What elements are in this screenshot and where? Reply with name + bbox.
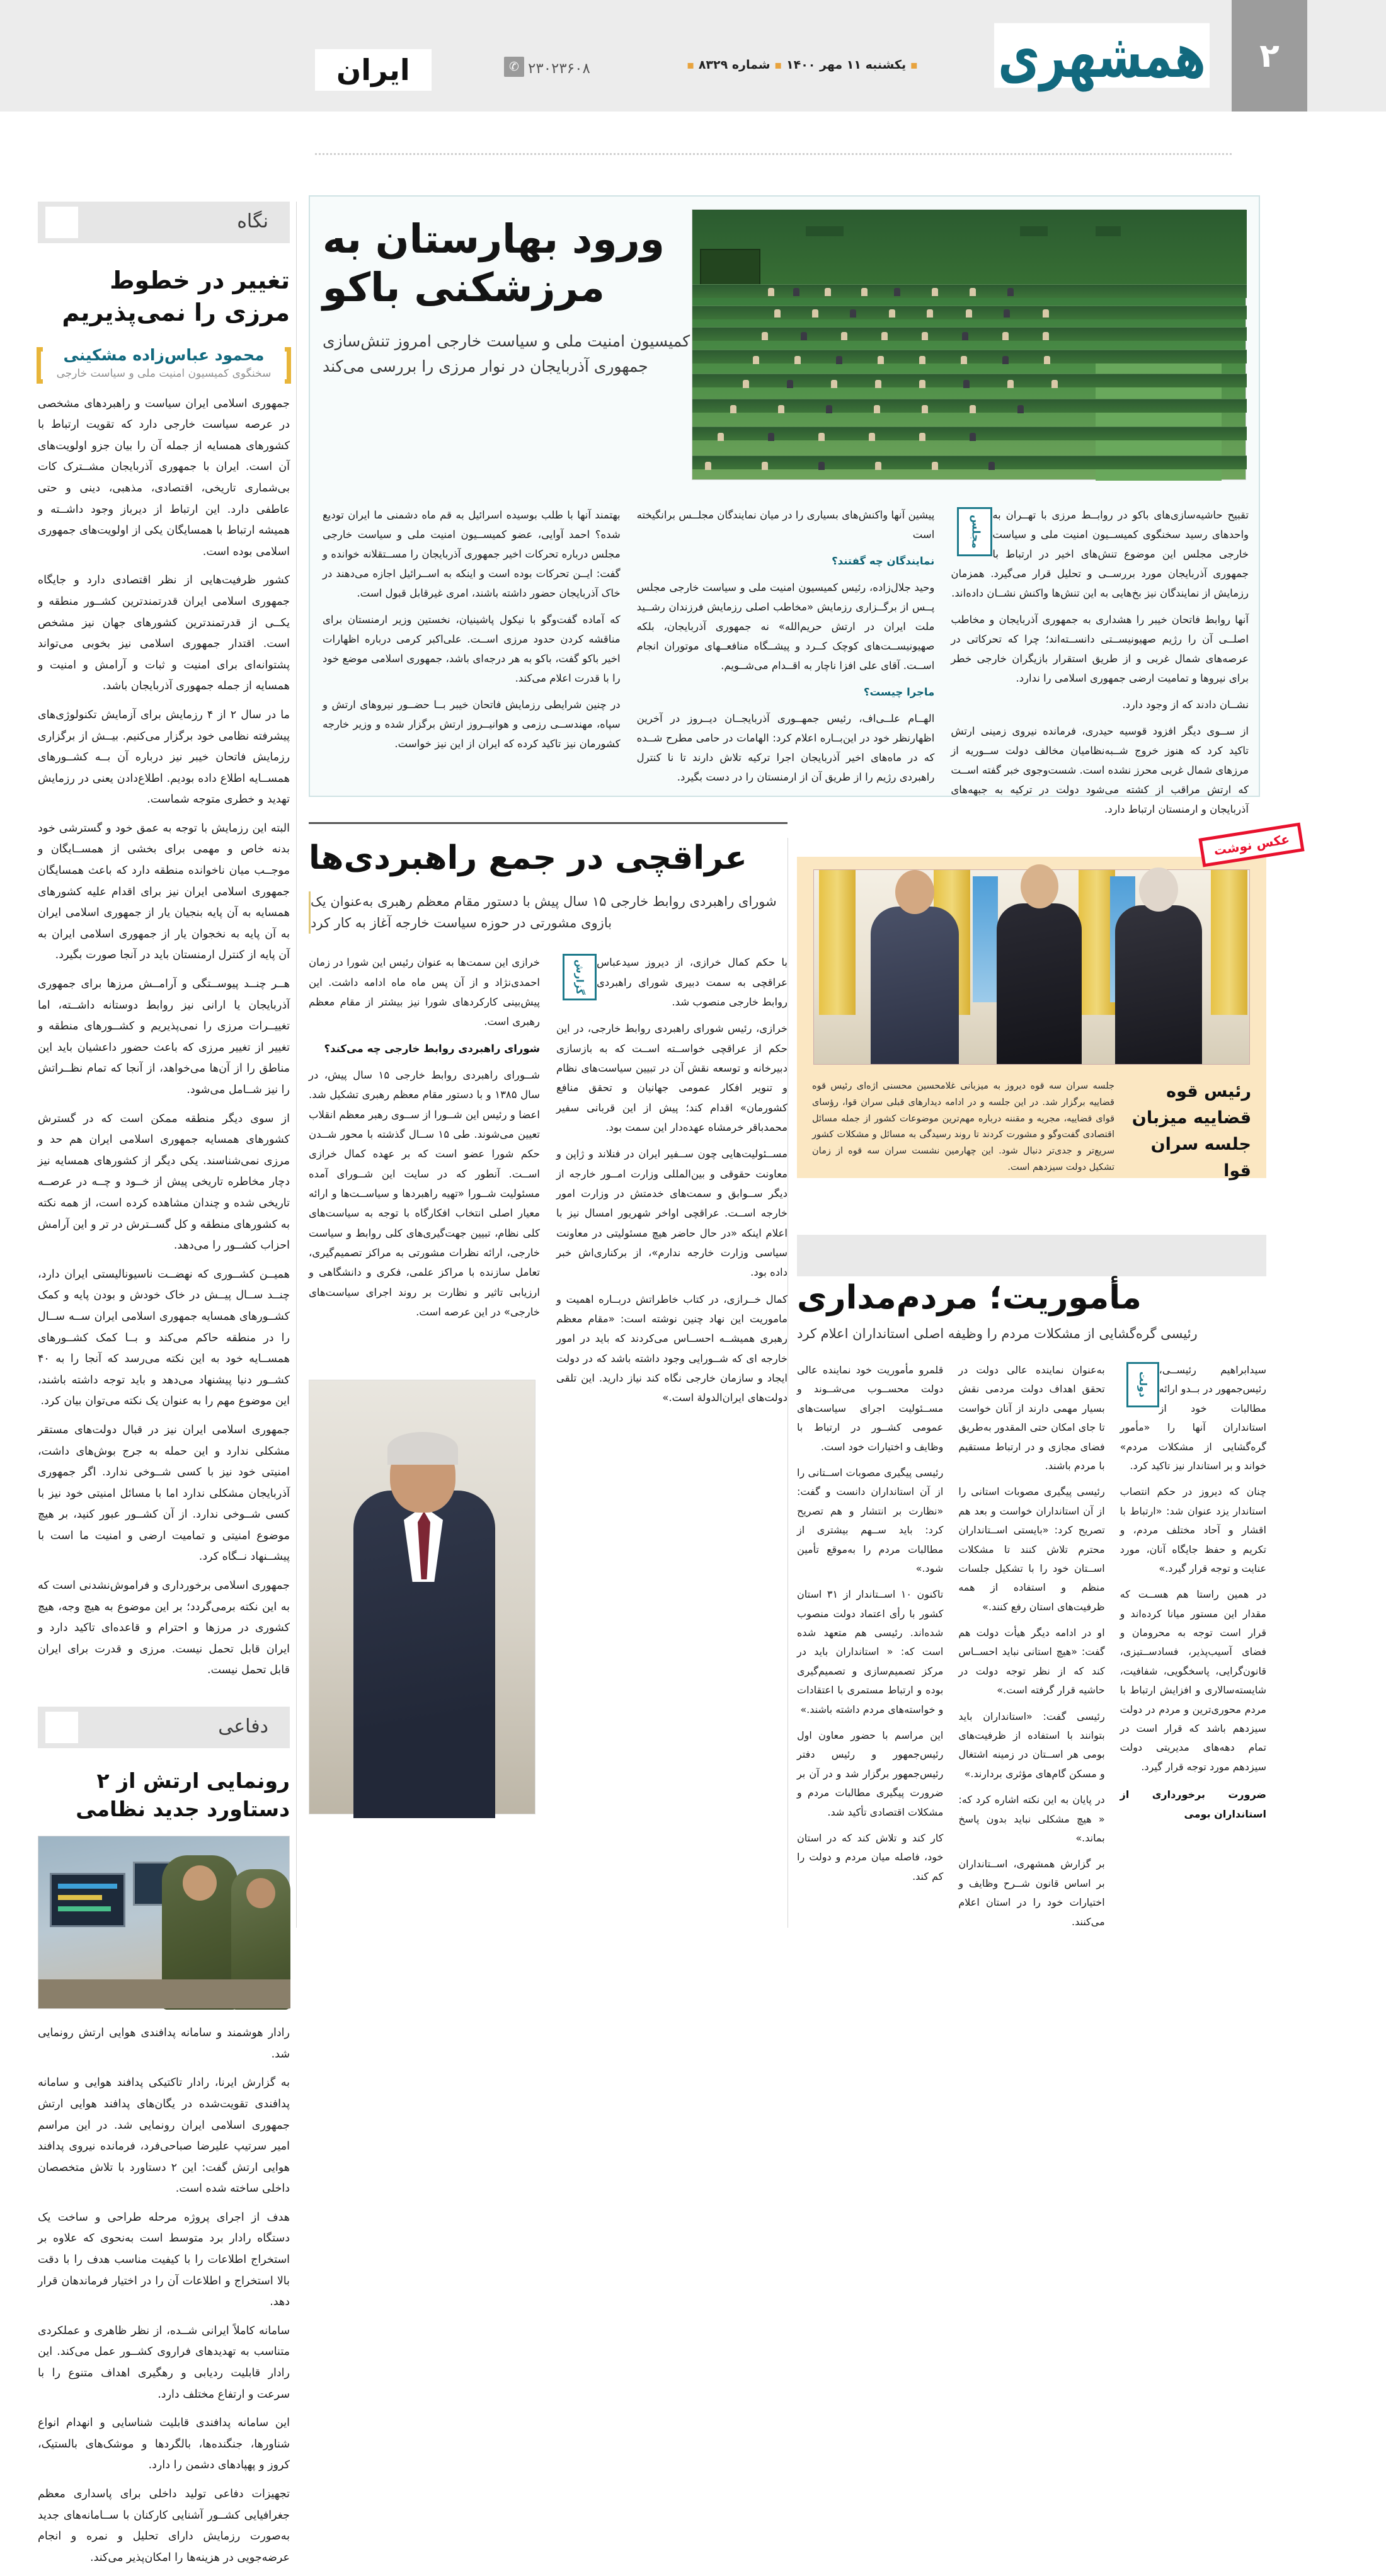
bottom-right-paragraph: در پایان به این نکته اشاره کرد که: « هیچ مشکلی نباید بدون پاسخ بماند.» bbox=[958, 1794, 1105, 1844]
bottom-right-paragraph: رئیسی پیگیری مصوبات استانی را از آن استانداران خواست و بعد هم تصریح کرد: «بایستی اســتانداران محترم تلاش کنند تا مشکلات اســتان خود را با تشکیل جلسات منظم و استفاده از همه ظرفیت‌های استان رفع کنند.» bbox=[958, 1485, 1105, 1613]
dateline-issue: شماره ۸۳۲۹ bbox=[698, 58, 770, 72]
official-head-left bbox=[895, 870, 934, 914]
photo-feature-block bbox=[797, 857, 1266, 1181]
mid-paragraph: مســئولیت‌هایی چون ســفیر ایران در فنلاند و ژاپن و معاونت حقوقی و بین‌المللی وزارت امــور خارجه از دیگر ســوابق و سمت‌های خدمتش در وزارت امور خارجه اســت. عراقچی اواخر شهریور امسال نیز با اعلام اینکه «در حال حاضر هیچ مسئولیتی در معاونت سیاسی وزارت خارجه ندارم»، از برکناری‌اش خبر داده بود. bbox=[556, 1148, 788, 1279]
tag-dolat bbox=[1126, 1362, 1159, 1407]
photo-note-stamp: عکس نوشت bbox=[1198, 823, 1305, 867]
curtain-right bbox=[1211, 870, 1247, 1015]
parliament-wall bbox=[692, 210, 1247, 293]
defense-paragraph: تجهیزات دفاعی تولید داخلی برای پاسداری معظم جغرافیایی کشــور آشنایی کارکنان با ســامانه‌های جدید به‌صورت رزمایش دارای تحلیل و نمره و انجام عرضه‌جویی در هزینه‌ها را امکان‌پذیر می‌کند. bbox=[38, 2488, 290, 2564]
main-headline: ورود بهارستان به مرزشکنی باکو bbox=[323, 216, 665, 311]
main-paragraph: وحید جلال‌زاده، رئیس کمیسیون امنیت ملی و سیاست خارجی مجلس پــس از برگــزاری رزمایش «مخاطب اصلی رزمایش فرزندان رشــید ملت ایران در ارتش حریم‌الله» نه جمهوری آذربایجان، بلکه صهیونیســت‌های کوچک کــرد و پیشــگاه منافعــهای موتوران انجام اســت. آقای علی افزا ناچار به اقــدام می‌شــویم. bbox=[636, 581, 935, 672]
opinion-paragraph: کشور ظرفیت‌هایی از نظر اقتصادی دارد و جایگاه جمهوری اسلامی ایران قدرتمندترین کشــور منطقه و یکــی از قدرتمندترین کشورهای جهان نیز مشخص است. اقتدار جمهوری اسلامی نیز بخوبی می‌تواند پشتوانه‌ای برای امنیت و ثبات و آرامش و امنیت و همسایه از جمله جمهوری آذربایجان باشد. bbox=[38, 574, 290, 693]
main-headline-wrap bbox=[323, 215, 701, 380]
main-paragraph: پیشین آنها واکنش‌های بسیاری را در میان نمایندگان مجلــس برانگیخته است bbox=[636, 509, 935, 541]
bottom-right-headline: مأموریت؛ مردم‌مداری bbox=[797, 1279, 1142, 1317]
console-desk bbox=[38, 1979, 290, 2008]
category-bar-nagah[interactable] bbox=[38, 202, 290, 243]
byline-author-role: سخنگوی کمیسیون امنیت ملی و سیاست خارجی bbox=[56, 367, 272, 380]
dateline-bullet-3: ▪ bbox=[687, 59, 695, 72]
main-column-3 bbox=[951, 505, 1249, 816]
main-paragraph: نشــان دادند که از وجود دارد. bbox=[1122, 699, 1249, 711]
opinion-paragraph: البته این رزمایش با توجه به عمق خود و گسترشی خود بدنه خاص و مهمی برای بخشی از همســایگان و موجــب میان ناخوانده منطقه دارد که باعث همسایگان جمهوری اسلامی ایران نیز برای اقدام علیه کشورهای همسایه به آن پایه بنجیان یار از جمهوری اسلامی ایران به آن پایه به نخجوان یار از جمهوری اسلامی ایران به آن پایه از کنترل ارمنستان باید در آنجا صورت بگیرد. bbox=[38, 821, 290, 962]
mid-paragraph: خرازی، رئیس شورای راهبردی روابط خارجی، در این حکم از عراقچی خواســته اســت که به بازسازی دبیرخانه و توسعه نقش آن در تبیین سیاست‌های نظام و تنویر افکار عمومی جهانیان و تحقق منافع کشورمان» اقدام کند؛ پیش از این قربانی سفیر محمدباقر خرمشاه عهده‌دار این سمت بود. bbox=[556, 1022, 788, 1133]
byline-author-name: محمود عباس‌زاده مشکینی bbox=[63, 345, 265, 364]
main-question-1: نمایندگان چه گفتند؟ bbox=[832, 555, 935, 568]
bottom-right-paragraph: بر گزارش همشهری، اســتانداران بر اساس قانون شــرح وظایف و اختیارات خود را در استان اعلام می‌کنند. bbox=[958, 1858, 1105, 1928]
defense-paragraph: هدف از اجرای پروژه مرحله طراحی و ساخت یک دستگاه رادار برد متوسط است به‌نحوی که علاوه بر استخراج اطلاعات را با کیفیت مناسب هدف را با دقت بالا استخراج و اطلاعات آن را در اختیار فرماندهان قرار دهد. bbox=[38, 2211, 290, 2309]
bottom-right-paragraph: به‌عنوان نماینده عالی دولت در تحقق اهداف دولت مردمی نقش بسیار مهمی دارند از آنان خواست تا جای امکان حتی المقدور به‌طریق فضای مجازی و در ارتباط مستقیم با مردم باشند. bbox=[958, 1364, 1105, 1472]
contact-phone: ۲۳۰۲۳۶۰۸ bbox=[528, 60, 590, 77]
mid-column-2 bbox=[309, 953, 540, 1415]
bottom-right-paragraph: چنان که دیروز در حکم انتصاب استاندار یزد عنوان شد: «ارتباط با اقشار و آحاد مختلف مردم، و تکریم و حفظ جایگاه آنان، مورد عنایت و توجه قرار گیرد.» bbox=[1120, 1485, 1266, 1574]
dateline-bullet-1: ▪ bbox=[910, 59, 918, 72]
category-marker-box bbox=[45, 1712, 78, 1743]
dateline-bullet-2: ▪ bbox=[774, 59, 782, 72]
opinion-paragraph: جمهوری اسلامی برخورداری و فراموش‌نشدنی است که به این نکته برمی‌گردد؛ بر این موضوع به هیچ وجه، هیچ کشوری در مرزها و احترام و قاعده‌ای تاکید دارد و ایران قابل تحمل نیست. مرزی و قدرت برای ایران قابل تحمل نیست. bbox=[38, 1579, 290, 1677]
bottom-right-column-2 bbox=[958, 1361, 1104, 1928]
bottom-right-subheading: ضرورت برخورداری از استانداران بومی bbox=[1120, 1789, 1266, 1820]
official-figure-center bbox=[997, 903, 1082, 1064]
opinion-paragraph: جمهوری اسلامی ایران نیز در قبال دولت‌های مستقر مشکلی ندارد و این حمله به جرج‌ بوش‌های داشت، امنیتی خود نیز با کسی شــوخی ندارد. اگر جمهوری آذربایجان مشکلی ندارد اما با مسائل امنیتی خود نیز با کسی شــوخی ندارد. از آن کشــور عبور کنید، بر هیچ موضوع امنیتی و تمامیت ارضی و امنیت ما است با پیشــنهاد نــگاه کرد. bbox=[38, 1423, 290, 1564]
mid-headline: عراقچی در جمع راهبردی‌ها bbox=[309, 839, 747, 877]
category-label-defense: دفاعی bbox=[218, 1715, 268, 1738]
mid-article-columns bbox=[309, 953, 788, 1415]
araghchi-portrait-photo bbox=[309, 1380, 536, 1814]
wall-panel bbox=[1096, 226, 1121, 236]
defense-body bbox=[38, 2023, 290, 2568]
tag-report-label: گزارش bbox=[574, 959, 587, 995]
mid-paragraph: شــورای راهبردی روابط خارجی ۱۵ سال پیش، در سال ۱۳۸۵ و با دستور مقام معظم رهبری تشکیل شد. اعضا و رئیس این شــورا از ســوی رهبر معظم انقلاب تعیین می‌شوند. طی ۱۵ ســال گذشته با محور شــدن حکم شورا عضو است که بر عهده کمال خرازی اســت. آنطور که در سایت این شــورای آمده مسئولیت شــورا «تهیه راهبردها و سیاســت‌ها و ارائه معیار اصلی انتخاب افکارگاه با توجه به سیاست‌های کلی نظام، تبیین جهت‌گیری‌های کلی روابط و سیاست خارجی، ارائه نظرات مشورتی به مراکز تصمیم‌گیری، تعامل سازنده با مراکز علمی، فکری و دانشگاهی و ارزیابی تاثیر و نظارت بر روند اجرای سیاست‌های خارجی» در این عرصه است. bbox=[309, 1068, 540, 1319]
defense-headline: رونمایی ارتش از ۲ دستاورد جدید نظامی bbox=[76, 1768, 290, 1821]
official-head-right bbox=[1139, 867, 1178, 912]
bottom-right-paragraph: او در ادامه دیگر هیأت دولت هم گفت: «هیچ استانی نباید احســاس کند که از نظر توجه دولت در حاشیه قرار گرفته است.» bbox=[958, 1627, 1105, 1697]
bottom-right-column-3 bbox=[1120, 1361, 1266, 1928]
mid-paragraph: کمال خــرازی، در کتاب خاطراتش دربــاره اهمیت و ماموریت این نهاد چنین نوشته است: «مقام معظم رهبری همیشــه احســاس می‌کردند که باید در امور خارجه ای که شــورایی وجود داشته باشد که در دولت ایجاد و سازمان خارجی نگاه کند نیاز دارید. این تلقی دولت‌های ایران‌الدولة است.» bbox=[556, 1293, 788, 1404]
main-column-1 bbox=[323, 505, 621, 782]
category-bar-defense[interactable] bbox=[38, 1707, 290, 1748]
main-subhead: کمیسیون امنیت ملی و سیاست خارجی امروز تنش‌سازی جمهوری آذربایجان در نوار مرزی را بررسی می‌کند bbox=[323, 331, 690, 376]
official-head-center bbox=[1021, 864, 1058, 908]
main-paragraph: تقبیح حاشیه‌سازی‌های باکو در روابــط مرزی با تهــران به واحدهای رسید سخنگوی کمیســیون امنیت ملی و سیاست خارجی مجلس این موضوع تنش‌های اخیر در ارتباط با جمهوری آذربایجان مورد بررســی و تحلیل قرار می‌گیرد. همزمان رزمایش از نمایندگان نیز بخ‌هایی به این تنش‌ها واکنش نشــان داده‌اند. bbox=[951, 509, 1249, 600]
masthead-logo-wrap[interactable] bbox=[932, 20, 1210, 91]
byline-bracket-right bbox=[285, 347, 291, 384]
seating-rows bbox=[692, 284, 1247, 481]
main-paragraph: که آماده گفت‌وگو با نیکول پاشینیان، نخستین وزیر ارمنستان برای مناقشه کردن حدود مرزی اســت. علی‌اکبر کرمی درباره اظهارات اخیر باکو گفت، باکو به هر درجه‌ای باشد، جمهوری اسلامی موضع خود را با قدرت اعلام می‌کند. bbox=[322, 614, 621, 685]
mid-subhead: شورای راهبردی روابط خارجی ۱۵ سال پیش با دستور مقام معظم رهبری به‌عنوان یک بازوی مشورتی در حوزه سیاست خارجه آغاز به کار کرد bbox=[309, 891, 788, 934]
main-question-2: ماجرا چیست؟ bbox=[863, 686, 935, 699]
wall-panel bbox=[1020, 226, 1048, 236]
main-paragraph: از ســوی دیگر افزود قوسیه حیدری، فرمانده نیروی زمینی ارتش تاکید کرد که هنوز خروج شــبه‌نظامیان مخالف دولت ســوریه از مرزهای شمال غربی محرز نشده است. شست‌وجوی خبر گفته اســت که ارتش مراقب از کشته می‌شود دولت در ترکیه به جبهه‌های آذربایجان و ارمنستان ارتباط دارد. bbox=[951, 725, 1249, 816]
bottom-right-subhead: رئیسی گره‌گشایی از مشکلات مردم را وظیفه اصلی استانداران اعلام کرد bbox=[797, 1326, 1198, 1341]
tag-report bbox=[563, 954, 597, 1000]
page-header bbox=[0, 0, 1386, 112]
bottom-right-column-1 bbox=[797, 1361, 943, 1928]
phone-icon: ✆ bbox=[504, 57, 524, 77]
dateline bbox=[687, 58, 926, 72]
defense-block bbox=[38, 1707, 290, 2568]
defense-paragraph: رادار هوشمند و سامانه پدافندی هوایی ارتش رونمایی شد. bbox=[38, 2027, 290, 2061]
mid-article-divider bbox=[309, 822, 788, 824]
mid-column-1 bbox=[556, 953, 788, 1415]
opinion-paragraph: هــر چنــد پیوســتگی و آرامــش مرزها برای جمهوری آذربایجان یا ارانی نیز روابط دوستانه داشــته، اما تغییــرات مرزی را نمی‌پذیریم و کشــورهای منطقه و تغییر از تغییر مرزی که باعث حضور داعشیان باید این مناطق را از آن‌ها می‌خواهد، از آنجا که تمام نظــراتش را نیز شــامل می‌شود. bbox=[38, 978, 290, 1096]
byline-bracket-left bbox=[37, 347, 43, 384]
bottom-right-paragraph: رئیسی گفت: «استانداران باید بتوانند با استفاده از ظرفیت‌های بومی هر اســتان در زمینه اشتغال و مسکن گام‌های مؤثری بردارند.» bbox=[958, 1710, 1105, 1780]
military-radar-photo bbox=[38, 1836, 290, 2009]
tag-majles-label: مجلس bbox=[969, 515, 982, 549]
main-paragraph: در چنین شرایطی رزمایش فاتحان خیبر بــا حضــور نیروهای ارتش و سپاه، مهندســی رزمی و هوانیــروز ارتش برگزار شده و وزیر خارجه کشورمان نیز تاکید کرده که ایران از این نیز خواست. bbox=[322, 699, 621, 750]
opinion-byline bbox=[38, 346, 290, 380]
left-sidebar-column bbox=[38, 202, 290, 2576]
bottom-right-paragraph: این مراسم با حضور معاون اول رئیس‌جمهور و رئیس دفتر رئیس‌جمهور برگزار شد و در آن بر ضرورت پیگیری مطالبات مردم و مشکلات اقتصادی تأکید شد. bbox=[797, 1729, 944, 1818]
opinion-paragraph: ما در سال ۲ از ۴ رزمایش برای آزمایش تکنولوژی‌های پیشرفته نظامی خود برگزار می‌کنیم. بیــش از برگزاری رزمایش فاتحان خیبر نیز درباره آن بــه کشــورهای همســایه اطلاع داده بودیم. اطلاع‌دادن یعنی در رزمایش تهدید و خطری متوجه شماست. bbox=[38, 708, 290, 806]
main-paragraph: بهتمند آنها با طلب بوسیده اسرائیل به قم ماه دشمنی ما ایران تودیع‌ شده؟ احمد آوایی، عضو کمیســیون امنیت ملی و سیاست خارجی مجلس درباره تحرکات اخیر جمهوری آذربایجان را مســتقلانه خوانده و گفت: ایــن تحرکات بوده است و اینکه به اســرائیل اجازه می‌دهند در خاک آذربایجان حضور داشته باشند، امری غیرقابل قبول است. bbox=[322, 509, 621, 600]
main-column-2 bbox=[637, 505, 935, 782]
parliament-session-photo bbox=[692, 209, 1246, 480]
curtain-left bbox=[819, 870, 856, 1015]
defense-paragraph: سامانه کاملاً ایرانی شــده، از نظر ظاهری و عملکردی متناسب به تهدیدهای فراروی کشــور عمل می‌کند. این رادار قابلیت ردیابی و رهگیری اهداف متنوع را با سرعت و ارتفاع مختلف دارد. bbox=[38, 2324, 290, 2401]
bottom-right-paragraph: کار کند و تلاش کند که در استان خود، فاصله میان مردم و دولت را کم کند. bbox=[797, 1831, 944, 1882]
section-title: ایران bbox=[315, 49, 432, 91]
bottom-right-paragraph: رئیسی پیگیری مصوبات اســتانی را از آن استانداران دانست و گفت: «نظارت بر انتشار و هم تصریح کرد: باید ســهم بیشتری از مطالبات مردم را به‌موقع تأمین شود.» bbox=[797, 1466, 944, 1574]
category-label-nagah: نگاه bbox=[237, 210, 268, 232]
mid-question-heading: شورای راهبردی روابط خارجی چه می‌کند؟ bbox=[324, 1042, 540, 1055]
tag-dolat-label: دولت bbox=[1137, 1371, 1149, 1398]
portrait-hair bbox=[387, 1432, 458, 1465]
opinion-headline: تغییر در خطوط مرزی را نمی‌پذیریم bbox=[62, 266, 290, 327]
official-figure-right bbox=[1115, 905, 1202, 1064]
main-paragraph: الهــام علــی‌اف، رئیس جمهــوری آذربایجــان دیــروز در آخرین اظهارنظر خود در این‌بــاره اعلام کرد: الهامات در حامی مطرح شــده که در ماه‌های اخیر آذربایجان اجرا ترکیه تلاش دارند تا نا کنترل راهبردی رژیم را از طریق آن از ارمنستان را در دست بگیرد. bbox=[636, 713, 935, 784]
defense-paragraph: به گزارش ایرنا، رادار تاکتیکی پدافند هوایی و سامانه پدافندی تقویت‌شده در یگان‌های پدافند هوایی ارتش جمهوری اسلامی ایران رونمایی شد. در این مراسم امیر سرتیپ علیرضا صباحی‌فرد، فرمانده نیروی پدافند هوایی ارتش گفت: این ۲ دستاورد با تلاش متخصصان داخلی ساخته شده است. bbox=[38, 2076, 290, 2195]
opinion-body bbox=[38, 394, 290, 1681]
photo-caption-title: رئیس قوه قضاییه میزبان جلسه سران قوا bbox=[1131, 1082, 1251, 1181]
main-article-columns bbox=[322, 505, 1249, 816]
mid-paragraph: خرازی این سمت‌ها به عنوان رئیس این شورا در زمان احمدی‌نژاد و از آن پس ماه ماه ادامه داشت. این پیش‌بینی کارکردهای شورا نیز بیشتر از مقام معظم رهبری است. bbox=[309, 956, 540, 1028]
mid-paragraph: با حکم کمال خرازی، از دیروز سیدعباس عراقچی به سمت دبیری شورای راهبردی روابط خارجی منصوب شد. bbox=[597, 956, 788, 1008]
bottom-right-paragraph: قلمرو مأموریت خود نماینده عالی دولت محســوب می‌شــوند و مســئولیت اجرای سیاست‌های عمومی کشــور در ارتباط با وظایف و اختیارات خود است. bbox=[797, 1364, 944, 1453]
flag-1 bbox=[973, 876, 998, 1002]
mid-article bbox=[309, 838, 788, 1415]
wall-panel bbox=[806, 226, 844, 236]
radar-console-screen bbox=[50, 1873, 125, 1927]
tag-majles bbox=[957, 507, 992, 556]
dateline-date: یکشنبه ۱۱ مهر ۱۴۰۰ bbox=[786, 58, 907, 72]
bottom-right-columns bbox=[797, 1361, 1266, 1928]
three-officials-photo bbox=[813, 869, 1250, 1065]
photo-caption-body: جلسه سران سه قوه دیروز به میزبانی غلامحسین محسنی اژه‌ای رئیس قوه قضاییه برگزار شد. در این جلسه و در ادامه دیدارهای قبلی سران قوا، رؤسای قوای قضاییه، مجریه و مقننه درباره مهم‌ترین موضوعات کشور از جمله مسائل اقتصادی گفت‌وگو و مشورت کردند تا روند رسیدگی به مسائل و مشکلات کشور سریع‌تر و جدی‌تر دنبال شود. این چهارمین نشست سران سه قوه از زمان تشکیل دولت سیزدهم است. bbox=[812, 1081, 1114, 1172]
defense-paragraph: این سامانه پدافندی قابلیت شناسایی و انهدام انواع شناورها، جنگنده‌ها، بالگردها و موشک‌های بالستیک، کروز و پهپادهای دشمن را دارد. bbox=[38, 2417, 290, 2472]
page-number: ۲ bbox=[1232, 0, 1307, 112]
opinion-paragraph: از سوی دیگر منطقه ممکن است که در گسترش کشورهای همسایه جمهوری اسلامی ایران هم حد و مرزی نمی‌شناسند. یکی دیگر از کشورهای همسایه نیز دچار مخاطره تاریخی پیش از خــود و چــه در عرصــه تاریخی شده و چندان مشاهده کرده است، از همه نکته به کشورهای منطقه و کل گســترش در تر و این آرامش احزاب کشــور را می‌دهد. bbox=[38, 1112, 290, 1252]
official-figure-left bbox=[871, 907, 959, 1064]
main-paragraph: آنها روابط فاتحان خیبر را هشداری به جمهوری آذربایجان و مخاطب اصلــی آن را رژیم صهیونیســتی دانســته‌اند؛ چرا که تحرکاتی در عرصه‌های شمال غربی و از طریق استقرار بازیگران خارجی خطر برای نیروها و تمامیت ارضی جمهوری اسلامی را ندارد. bbox=[951, 614, 1249, 685]
bottom-right-paragraph: سیدابراهیم رئیســی، رئیس‌جمهور در بــدو ارائه مطالبات خود از استانداران آنها را «مأمور گره‌گشایی از مشکلات مردم» خواند و بر استاندار نیز تاکید کرد. bbox=[1120, 1364, 1266, 1472]
bottom-right-paragraph: تاکنون ۱۰ اســتاندار از ۳۱ استان کشور با رأی اعتماد دولت منصوب شده‌اند. رئیسی هم متعهد شده است که: « استانداران باید در مرکز تصمیم‌سازی و تصمیم‌گیری بوده و ارتباط مستمری با اعتقادات و خواسته‌های مردم داشته باشند.» bbox=[797, 1588, 944, 1715]
bottom-right-paragraph: در همین راستا هم هســت که مقدار این مستور میانا کرده‌اند و قرار است توجه به محرومان و فضای آسیب‌پذیر، فسادســتیزی، قانون‌گرایی، پاسخگویی، شفافیت، شایسته‌سالاری و افزایش ارتباط با مردم محوری‌ترین و مردم در دولت سیزدهم باشد که قرار است در تمام دهه‌های مدیریتی دولت سیزدهم مورد توجه قرار گیرد. bbox=[1120, 1588, 1266, 1773]
opinion-paragraph: جمهوری اسلامی ایران سیاست و راهبردهای مشخصی در عرصه سیاست خارجی دارد که تقویت ارتباط با کشورهای همسایه از جمله آن را بیان جزو اولویت‌های آن است. ایران با جمهوری آذربایجان مشــترک کات بی‌شماری تاریخی، اقتصادی، مذهبی، دینی و حتی عاطفی دارد. این ارتباط از دیرباز وجود داشــته و همیشه ارتباط با همسایگان یکی از اولویت‌های جمهوری اسلامی بوده است. bbox=[38, 397, 290, 558]
masthead-logo: همشهری bbox=[994, 23, 1210, 88]
column-separator-1 bbox=[296, 202, 297, 1928]
main-article-box bbox=[309, 195, 1260, 816]
category-marker-box bbox=[45, 207, 78, 238]
bottom-right-band bbox=[797, 1235, 1266, 1276]
opinion-paragraph: همیــن کشــوری که نهضــت ناسیونالیستی ایران دارد، چنــد ســال پیــش در خاک خودش و بودن پایه و کمک کشــورهای همسایه جمهوری اسلامی ایران ســه ســال را در منطقه حاکم می‌کند و بــا کمک کشــورهای همســایه خود به این نکته می‌رسد که آنجا را به ۴۰ کشــور دنیا پیشنهاد می‌دهد و باید توجه داشته باشند، این موضوع مهم را به عنوان یک نکته می‌توان بیان کرد. bbox=[38, 1268, 290, 1408]
header-divider bbox=[315, 153, 1232, 155]
